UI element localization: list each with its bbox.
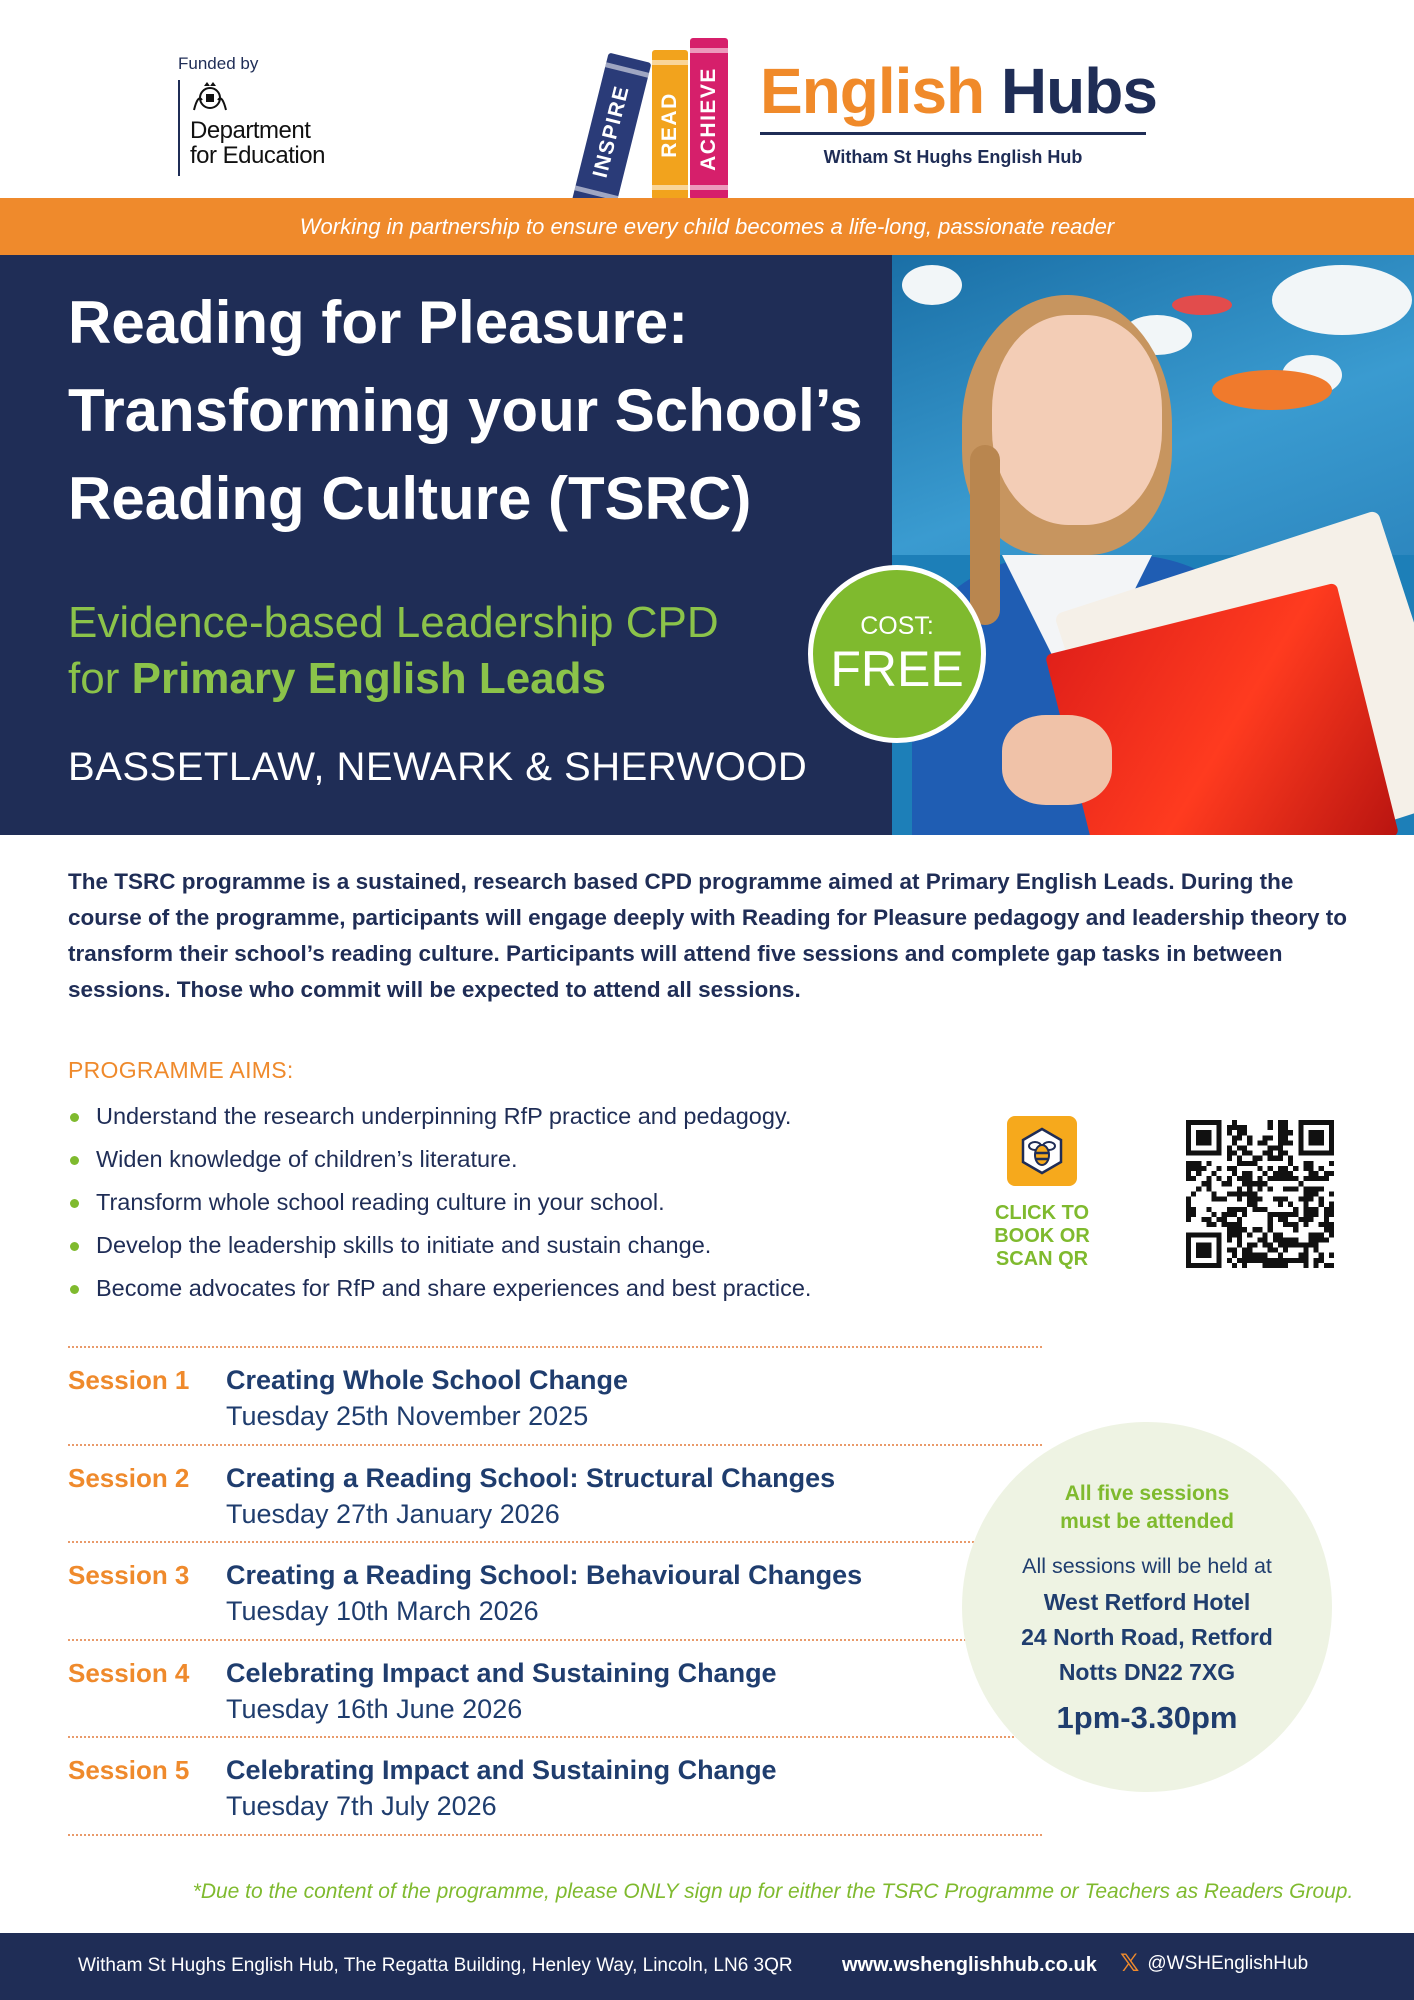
qr-code[interactable] [1186, 1120, 1334, 1268]
aim-item: Develop the leadership skills to initiate and sustain change. [68, 1224, 811, 1267]
programme-intro: The TSRC programme is a sustained, research based CPD programme aimed at Primary English Leads. During the course of the programme, participants will engage deeply with Reading for Pleasure pedagogy and leadership theory to transform their school’s reading culture. Participants will attend five sessions and complete gap tasks in between sessions. Those who commit will be expected to attend all sessions. [68, 869, 1348, 1002]
x-logo-icon[interactable]: 𝕏 [1120, 1950, 1140, 1977]
session-row [68, 1543, 1042, 1641]
attendance-line-2: must be attended [1060, 1510, 1234, 1533]
session-title: Creating a Reading School: Structural Changes [226, 1462, 836, 1493]
page-header [0, 0, 1414, 198]
bee-icon[interactable] [1007, 1116, 1077, 1186]
session-date: Tuesday 16th June 2026 [226, 1693, 523, 1724]
session-time: 1pm-3.30pm [1056, 1700, 1238, 1735]
funded-by-label: Funded by [178, 54, 259, 73]
session-title: Celebrating Impact and Sustaining Change [226, 1657, 777, 1688]
page-footer [0, 1933, 1414, 2000]
english-hubs-logo [760, 55, 1157, 168]
book-line-2: BOOK OR [994, 1225, 1090, 1247]
session-label: Session 1 [68, 1365, 190, 1395]
attendance-note [962, 1480, 1332, 1536]
venue-circle [962, 1422, 1332, 1792]
session-label: Session 3 [68, 1560, 190, 1590]
subtitle-for: for [68, 654, 120, 703]
book-inspire [572, 53, 651, 211]
hero-photo-girl-reading [892, 255, 1414, 835]
social-link[interactable] [1120, 1950, 1309, 1977]
book-instruction[interactable] [986, 1202, 1098, 1271]
brand-word-hubs: Hubs [1000, 55, 1157, 127]
session-row [68, 1641, 1042, 1739]
aim-item: Become advocates for RfP and share experiences and best practice. [68, 1267, 811, 1310]
book-line-3: SCAN QR [995, 1248, 1089, 1270]
session-label: Session 2 [68, 1462, 190, 1493]
title-line-1: Reading for Pleasure: [68, 289, 689, 356]
session-label: Session 4 [68, 1657, 190, 1688]
aim-item: Transform whole school reading culture in your school. [68, 1181, 811, 1224]
book-link[interactable] [986, 1116, 1098, 1271]
venue-name: West Retford Hotel [1043, 1589, 1251, 1615]
books-logo [560, 36, 730, 200]
book-read-label: READ [658, 92, 681, 158]
sessions-list [68, 1346, 1042, 1836]
social-handle: @WSHEnglishHub [1147, 1953, 1309, 1974]
session-title: Creating Whole School Change [226, 1365, 629, 1395]
region-label: BASSETLAW, NEWARK & SHERWOOD [68, 745, 808, 789]
website-link[interactable]: www.wshenglishhub.co.uk [842, 1954, 1097, 1976]
session-title: Celebrating Impact and Sustaining Change [226, 1755, 777, 1785]
hero-section [0, 255, 1414, 835]
aims-heading: PROGRAMME AIMS: [68, 1057, 294, 1083]
title-line-2: Transforming your School’s [68, 377, 863, 444]
signup-note: *Due to the content of the programme, please ONLY sign up for either the TSRC Programme or Teachers as Readers Group. [192, 1880, 1354, 1903]
cost-value: FREE [830, 641, 964, 697]
book-inspire-label: INSPIRE [588, 82, 634, 181]
aim-item: Widen knowledge of children’s literature. [68, 1138, 811, 1181]
cost-label: COST: [860, 612, 934, 640]
venue-street: 24 North Road, Retford [1021, 1624, 1273, 1650]
session-row [68, 1738, 1042, 1836]
dfe-name-line1: Department [190, 117, 311, 144]
dfe-logo-box [178, 80, 348, 176]
session-date: Tuesday 25th November 2025 [226, 1401, 589, 1431]
session-date: Tuesday 27th January 2026 [226, 1498, 560, 1529]
attendance-line-1: All five sessions [1064, 1482, 1230, 1505]
royal-crest-icon [190, 80, 230, 114]
hub-name: Witham St Hughs English Hub [823, 147, 1083, 167]
aims-list [68, 1095, 811, 1310]
brand-divider [760, 132, 1146, 135]
english-hubs-wordmark [760, 55, 1157, 127]
venue-intro: All sessions will be held at [1022, 1554, 1272, 1578]
book-line-1: CLICK TO [994, 1202, 1090, 1224]
book-read [652, 50, 688, 200]
dfe-name-line2: for Education [190, 142, 325, 169]
subtitle-line-2 [68, 651, 719, 707]
session-date: Tuesday 7th July 2026 [226, 1791, 497, 1821]
session-row [68, 1446, 1042, 1544]
hero-subtitle [68, 595, 719, 707]
venue-address [962, 1585, 1332, 1690]
dfe-logo [178, 54, 325, 169]
subtitle-line-1: Evidence-based Leadership CPD [68, 598, 719, 647]
subtitle-audience: Primary English Leads [131, 654, 606, 703]
page-title [68, 279, 898, 543]
tagline-banner: Working in partnership to ensure every child becomes a life-long, passionate reader [0, 198, 1414, 255]
cost-badge [808, 565, 986, 743]
session-title: Creating a Reading School: Behavioural Changes [226, 1560, 863, 1590]
book-achieve [690, 38, 728, 200]
aim-item: Understand the research underpinning RfP practice and pedagogy. [68, 1095, 811, 1138]
venue-postcode: Notts DN22 7XG [1058, 1659, 1236, 1685]
footer-address: Witham St Hughs English Hub, The Regatta Building, Henley Way, Lincoln, LN6 3QR [78, 1955, 793, 1976]
session-label: Session 5 [68, 1755, 190, 1785]
session-row [68, 1348, 1042, 1446]
brand-word-english: English [760, 55, 985, 127]
session-date: Tuesday 10th March 2026 [226, 1596, 539, 1626]
title-line-3: Reading Culture (TSRC) [68, 465, 752, 532]
book-achieve-label: ACHIEVE [697, 67, 720, 171]
